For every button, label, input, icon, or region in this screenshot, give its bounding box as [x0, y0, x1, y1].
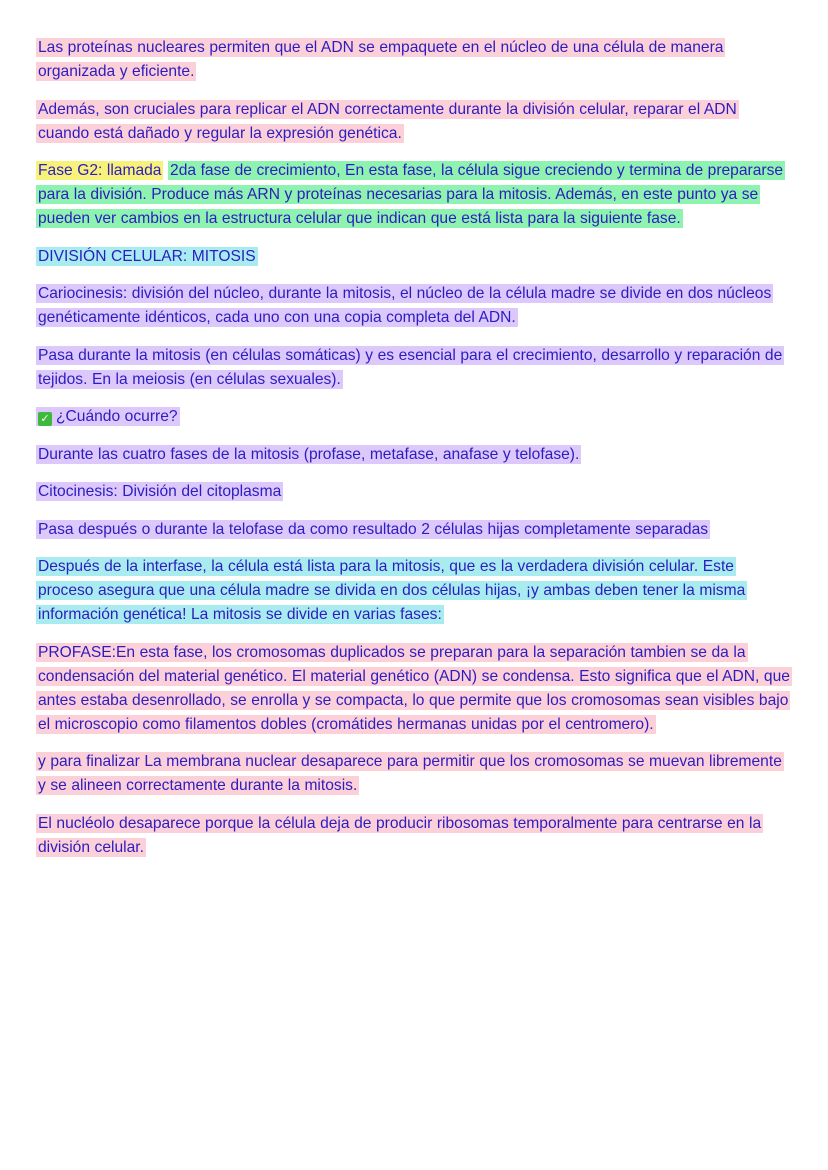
highlighted-text: Durante las cuatro fases de la mitosis (profase, metafase, anafase y telofase).	[38, 445, 580, 463]
section-heading-mitosis	[36, 245, 790, 269]
highlighted-question	[36, 407, 180, 426]
highlighted-text: PROFASE:En esta fase, los cromosomas duplicados se preparan para la separación tambien se da la condensación del material genético. El material genético (ADN) se condensa. Esto significa que el ADN, que antes estaba desenrollado, se enrolla y se compacta, lo que permite que los cromosomas sean visibles bajo el microscopio como filamentos dobles (cromátides hermanas unidas por el centromero).	[38, 643, 790, 733]
highlighted-text: DIVISIÓN CELULAR: MITOSIS	[38, 247, 256, 265]
paragraph-somatic-cells	[36, 344, 790, 392]
paragraph-four-phases	[36, 443, 790, 467]
highlighted-text: 2da fase de crecimiento, En esta fase, la célula sigue creciendo y termina de prepararse para la división. Produce más ARN y proteínas necesarias para la mitosis. Además, en este punto ya se pueden ver cambios en la estructura celular que indican que está lista para la siguiente fase.	[38, 162, 784, 227]
paragraph-nuclear-proteins	[36, 36, 790, 84]
paragraph-after-interphase	[36, 555, 790, 627]
paragraph-g2-phase	[36, 159, 790, 231]
highlighted-text: El nucléolo desaparece porque la célula deja de producir ribosomas temporalmente para centrarse en la división celular.	[38, 814, 762, 856]
paragraph-telophase	[36, 518, 790, 542]
highlighted-text: Pasa después o durante la telofase da como resultado 2 células hijas completamente separadas	[38, 520, 709, 538]
check-mark-icon: ✓	[38, 412, 52, 426]
highlighted-text: y para finalizar La membrana nuclear desaparece para permitir que los cromosomas se muevan libremente y se alineen correctamente durante la mitosis.	[38, 753, 782, 794]
paragraph-karyokinesis	[36, 282, 790, 330]
paragraph-dna-functions	[36, 98, 790, 146]
highlighted-text: Además, son cruciales para replicar el ADN correctamente durante la división celular, reparar el ADN cuando está dañado y regular la expresión genética.	[38, 100, 737, 142]
highlighted-text: Cariocinesis: división del núcleo, durante la mitosis, el núcleo de la célula madre se divide en dos núcleos genéticamente idénticos, cada uno con una copia completa del ADN.	[38, 285, 772, 326]
question-text: ¿Cuándo ocurre?	[56, 408, 178, 425]
highlighted-text: Citocinesis: División del citoplasma	[38, 483, 282, 500]
highlighted-text: Después de la interfase, la célula está lista para la mitosis, que es la verdadera división celular. Este proceso asegura que una célula madre se divida en dos células hijas, ¡y ambas deben tener la misma información genética! La mitosis se divide en varias fases:	[38, 558, 746, 623]
paragraph-nuclear-membrane	[36, 750, 790, 798]
highlighted-text: Las proteínas nucleares permiten que el ADN se empaquete en el núcleo de una célula de manera organizada y eficiente.	[38, 39, 724, 80]
highlighted-lead-text: Fase G2: llamada	[38, 162, 162, 179]
paragraph-nucleolus	[36, 812, 790, 860]
paragraph-prophase	[36, 641, 790, 737]
paragraph-when-occurs	[36, 405, 790, 429]
paragraph-cytokinesis	[36, 480, 790, 504]
highlighted-text: Pasa durante la mitosis (en células somáticas) y es esencial para el crecimiento, desarrollo y reparación de tejidos. En la meiosis (en células sexuales).	[38, 346, 783, 388]
